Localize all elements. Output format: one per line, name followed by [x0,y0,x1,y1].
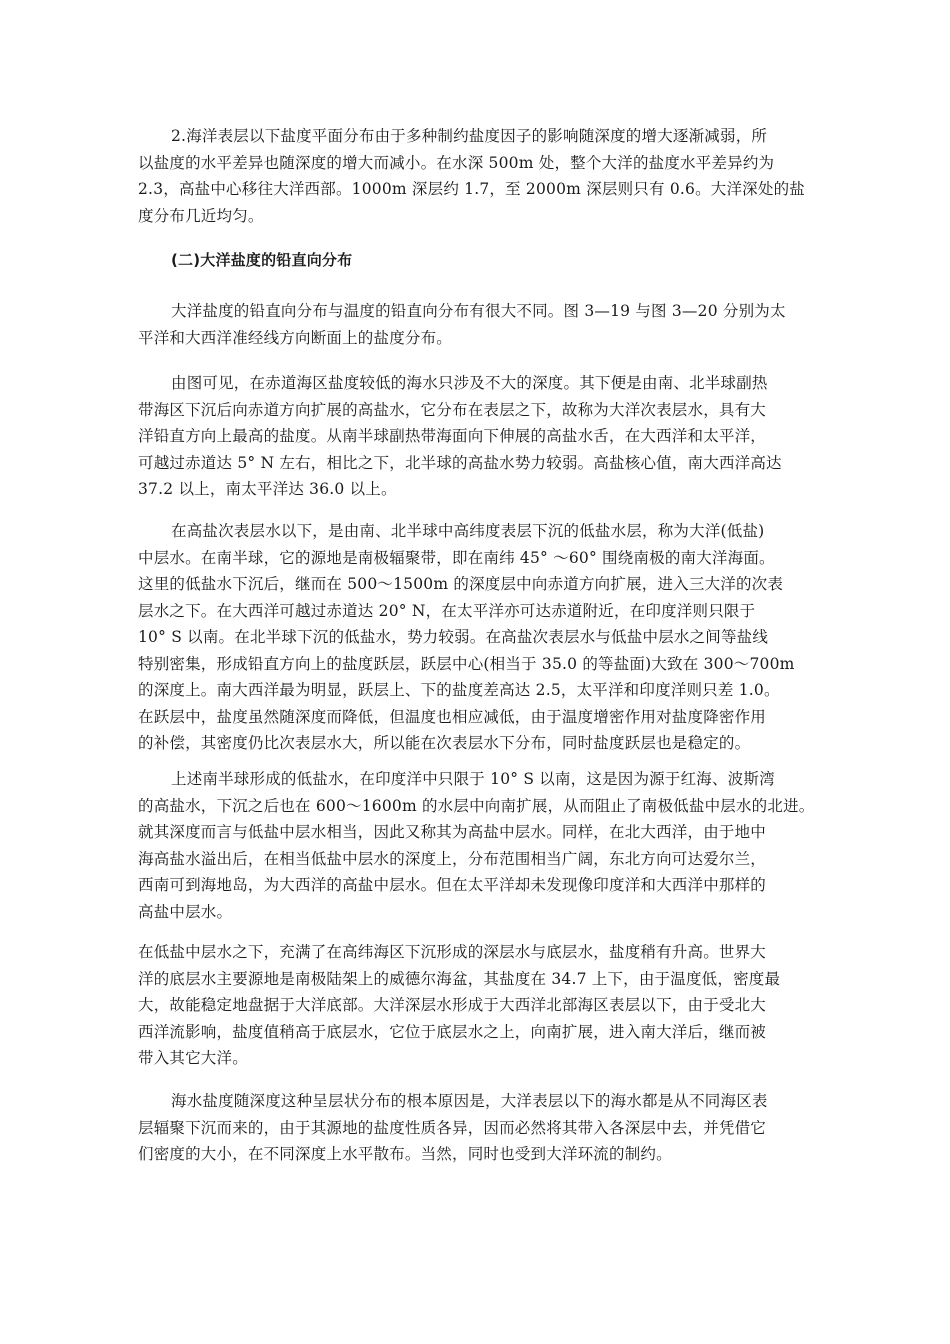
text-line: 特别密集，形成铅直方向上的盐度跃层，跃层中心(相当于 35.0 的等盐面)大致在 300～700m [138,654,795,673]
text-line: 层水之下。在大西洋可越过赤道达 20° N，在太平洋亦可达赤道附近，在印度洋则只限于 [138,601,756,620]
text-line: 大洋盐度的铅直向分布与温度的铅直向分布有很大不同。图 3—19 与图 3—20 分别为太 [171,302,786,320]
text-line: 们密度的大小，在不同深度上水平散布。当然，同时也受到大洋环流的制约。 [138,1145,672,1163]
paragraph-deep-bottom-water [138,939,828,1072]
text-line: 平洋和大西洋准经线方向断面上的盐度分布。 [138,328,453,347]
text-line: 海高盐水溢出后，在相当低盐中层水的深度上，分布范围相当广阔，东北方向可达爱尔兰， [138,849,767,868]
text-line: 2.3，高盐中心移往大洋西部。1000m 深层约 1.7，至 2000m 深层则只有 0.6。大洋深处的盐 [138,180,805,198]
text-line: 10° S 以南。在北半球下沉的低盐水，势力较弱。在高盐次表层水与低盐中层水之间等盐线 [138,628,769,646]
text-line: 的补偿，其密度仍比次表层水大，所以能在次表层水下分布，同时盐度跃层也是稳定的。 [138,734,751,752]
text-line: 2.海洋表层以下盐度平面分布由于多种制约盐度因子的影响随深度的增大逐渐减弱，所 [171,127,768,145]
paragraph-horizontal-distribution [138,123,828,229]
text-line: 中层水。在南半球，它的源地是南极辐聚带，即在南纬 45° ～60° 围绕南极的南大洋海面。 [138,548,775,567]
text-line: 在低盐中层水之下，充满了在高纬海区下沉形成的深层水与底层水，盐度稍有升高。世界大 [138,943,767,961]
text-line: 西南可到海地岛，为大西洋的高盐中层水。但在太平洋却未发现像印度洋和大西洋中那样的 [138,876,767,894]
section-heading: (二)大洋盐度的铅直向分布 [171,251,353,269]
text-line: 可越过赤道达 5° N 左右，相比之下，北半球的高盐水势力较弱。高盐核心值，南大西洋高达 [138,453,782,472]
paragraph-high-salinity-intermediate [138,766,828,925]
paragraph-layered-cause [138,1088,828,1168]
text-line: 高盐中层水。 [138,902,233,921]
text-line: 这里的低盐水下沉后，继而在 500～1500m 的深度层中向赤道方向扩展，进入三大洋的次表 [138,575,784,593]
section-heading-block [138,247,828,274]
text-line: 上述南半球形成的低盐水，在印度洋中只限于 10° S 以南，这是因为源于红海、波斯湾 [171,770,775,788]
text-line: 的深度上。南大西洋最为明显，跃层上、下的盐度差高达 2.5，太平洋和印度洋则只差 1.0。 [138,681,780,699]
text-line: 度分布几近均匀。 [138,206,264,225]
text-line: 37.2 以上，南太平洋达 36.0 以上。 [138,480,397,498]
paragraph-intermediate-water [138,518,828,757]
text-line: 层辐聚下沉而来的，由于其源地的盐度性质各异，因而必然将其带入各深层中去，并凭借它 [138,1118,767,1137]
text-line: 在高盐次表层水以下，是由南、北半球中高纬度表层下沉的低盐水层，称为大洋(低盐) [171,522,765,540]
text-line: 在跃层中，盐度虽然随深度而降低，但温度也相应减低，由于温度增密作用对盐度降密作用 [138,707,767,726]
text-line: 以盐度的水平差异也随深度的增大而减小。在水深 500m 处，整个大洋的盐度水平差异约为 [138,153,775,172]
text-line: 就其深度而言与低盐中层水相当，因此又称其为高盐中层水。同样，在北大西洋，由于地中 [138,823,767,841]
text-line: 带入其它大洋。 [138,1049,248,1067]
paragraph-subsurface-water [138,370,828,503]
text-line: 洋铅直方向上最高的盐度。从南半球副热带海面向下伸展的高盐水舌，在大西洋和太平洋， [138,427,767,445]
text-line: 由图可见，在赤道海区盐度较低的海水只涉及不大的深度。其下便是由南、北半球副热 [171,374,768,392]
text-line: 带海区下沉后向赤道方向扩展的高盐水，它分布在表层之下，故称为大洋次表层水，具有大 [138,400,767,419]
text-line: 大，故能稳定地盘据于大洋底部。大洋深层水形成于大西洋北部海区表层以下，由于受北大 [138,996,767,1014]
text-line: 的高盐水，下沉之后也在 600～1600m 的水层中向南扩展，从而阻止了南极低盐中层水的北进。 [138,796,815,815]
paragraph-vertical-intro [138,298,828,351]
text-line: 西洋流影响，盐度值稍高于底层水，它位于底层水之上，向南扩展，进入南大洋后，继而被 [138,1022,767,1041]
text-line: 洋的底层水主要源地是南极陆架上的威德尔海盆，其盐度在 34.7 上下，由于温度低，密度最 [138,969,781,988]
text-line: 海水盐度随深度这种呈层状分布的根本原因是，大洋表层以下的海水都是从不同海区表 [171,1092,768,1110]
